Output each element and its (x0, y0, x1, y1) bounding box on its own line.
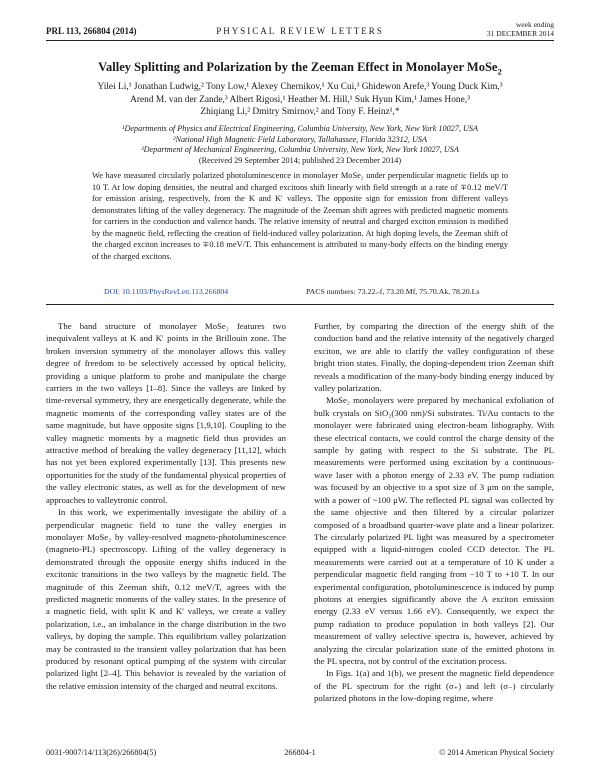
pacs-numbers: PACS numbers: 73.22.-f, 73.20.Mf, 75.70.Ak, 78.20.Ls (306, 287, 480, 296)
left-column (46, 320, 286, 692)
week-ending (487, 20, 554, 38)
affiliation-1: ¹Departments of Physics and Electrical Engineering, Columbia University, New York, New York 10027, USA (122, 124, 478, 133)
journal-name: PHYSICAL REVIEW LETTERS (216, 26, 384, 36)
running-citation: PRL 113, 266804 (2014) (46, 26, 137, 36)
affiliations (60, 124, 540, 166)
copyright: © 2014 American Physical Society (439, 748, 554, 757)
author-line-2: Arend M. van der Zande,³ Albert Rigosi,¹ Heather M. Hill,¹ Suk Hyun Kim,¹ James Hone,³ (130, 94, 470, 105)
affiliation-3: ³Department of Mechanical Engineering, Columbia University, New York, New York 10027, USA (141, 145, 459, 155)
header-rule (46, 40, 554, 41)
doi-link[interactable]: DOI: 10.1103/PhysRevLett.113.266804 (104, 287, 229, 296)
author-line-1: Yilei Li,¹ Jonathan Ludwig,² Tony Low,¹ Alexey Chernikov,¹ Xu Cui,³ Ghidewon Arefe,³ Young Duck Kim,³ (97, 82, 503, 92)
affiliation-2: ²National High Magnetic Field Laboratory, Tallahassee, Florida 32312, USA (173, 134, 427, 144)
abstract: We have measured circularly polarized photoluminescence in monolayer MoSe₂ under perpendicular magnetic fields up to 10 T. At low doping densities, the neutral and charged excitons shift linearly with field strength at a rate of ∓0.12 meV/T for emission arising, respectively, from the K and K′ valleys. The opposite sign for emission from different valleys demonstrates lifting of the valley degeneracy. The magnitude of the Zeeman shift agrees with predicted magnetic moments for carriers in the conduction and valence bands. The relative intensity of neutral and charged exciton emission is modified by the magnetic field, reflecting the creation of field-induced valley polarization. At high doping levels, the Zeeman shift of the charged exciton increases to ∓0.18 meV/T. This enhancement is attributed to many-body effects on the binding energy of the charged excitons. (92, 171, 508, 261)
abstract-rule (46, 304, 554, 305)
paper-title (0, 60, 600, 75)
author-list (60, 81, 540, 119)
week-ending-date: 31 DECEMBER 2014 (486, 29, 554, 38)
title-subscript: 2 (497, 66, 502, 77)
page-number: 266804-1 (284, 748, 316, 757)
received-dates: (Received 29 September 2014; published 23 December 2014) (198, 155, 402, 165)
footer-issn: 0031-9007/14/113(26)/266804(5) (46, 748, 157, 757)
paragraph: MoSe₂ monolayers were prepared by mechanical exfoliation of bulk crystals on SiO₂(300 nm)/Si substrates. Ti/Au contacts to the monolayer were fabricated using electron-beam lithography. With these electrical contacts, we could control the charge density of the sample by gating with respect to the Si substrate. The PL measurements were performed using excitation by a continuous-wave laser with a photon energy of 2.33 eV. The pump radiation was focused by an objective to a spot size of 3 μm on the sample, with a power of ~100 μW. The reflected PL signal was collected by the same objective and then filtered by a circular polarizer composed of a broadband quarter-wave plate and a linear polarizer. The circularly polarized PL light was measured by a spectrometer equipped with a liquid-nitrogen cooled CCD detector. The PL measurements were carried out at a temperature of 10 K under a perpendicular magnetic field ranging from −10 T to +10 T. In our experimental configuration, photoluminescence is induced by pump photons at energies significantly above the A exciton emission energy (2.33 eV versus 1.66 eV). Consequently, we expect the pump radiation to produce population in both valleys [2]. Our measurement of valley selective spectra is, however, achieved by analyzing the circular polarization state of the emitted photons in the PL spectra, not by control of the excitation process. (314, 395, 554, 666)
doi-line (104, 287, 228, 296)
week-ending-label: week ending (515, 20, 554, 29)
paragraph: Further, by comparing the direction of the energy shift of the conduction band and the relative intensity of the negatively charged exciton, we are able to clarify the valley configuration of these bright trion states. Finally, the doping-dependent trion Zeeman shift reveals a modification of the many-body binding energy induced by valley polarization. (314, 321, 554, 394)
author-line-3: Zhiqiang Li,² Dmitry Smirnov,² and Tony F. Heinz¹,* (200, 107, 400, 118)
paragraph: In Figs. 1(a) and 1(b), we present the magnetic field dependence of the PL spectrum for the right (σ₊) and left (σ₋) circularly polarized photons in the low-doping regime, where (314, 668, 554, 704)
right-column (314, 320, 554, 705)
paragraph: The band structure of monolayer MoSe₂ features two inequivalent valleys at K and K′ points in the Brillouin zone. The broken inversion symmetry of the monolayer allows this valley degree of freedom to be selectively accessed by optical helicity, providing a unique platform to probe and manipulate the charge carriers in the two valleys [1–8]. Since the valleys are linked by time-reversal symmetry, they are energetically degenerate, while the magnetic moments of the corresponding valley states are of the same magnitude, but have opposite signs [1,9,10]. Coupling to the valley magnetic moments by a magnetic field thus provides an attractive method of breaking the valley degeneracy [11,12], which has not yet been explored experimentally [13]. This presents new opportunities for the study of the fundamental physical properties of the valley electronic states, as well as for the development of new approaches to valleytronic control. (46, 321, 286, 505)
title-text: Valley Splitting and Polarization by the Zeeman Effect in Monolayer MoSe (98, 60, 498, 74)
paragraph: In this work, we experimentally investigate the ability of a perpendicular magnetic field to tune the valley energies in monolayer MoSe₂ by valley-resolved magneto-photoluminescence (magneto-PL) spectroscopy. Lifting of the valley degeneracy is demonstrated through the opposite energy shifts induced in the excitonic transitions in the two valleys by the magnetic field. The magnitude of this Zeeman shift, 0.12 meV/T, agrees with the predicted magnetic moments of the valley states. In the presence of a magnetic field, with split K and K′ valleys, we create a valley polarization, i.e., an imbalance in the charge distribution in the two valleys, by doping the sample. This equilibrium valley polarization may be contrasted to the transient valley polarization that has been produced by resonant optical pumping of the system with circular polarized light [2–4]. This behavior is revealed by the variation of the relative emission intensity of the charged and neutral excitons. (46, 507, 286, 691)
